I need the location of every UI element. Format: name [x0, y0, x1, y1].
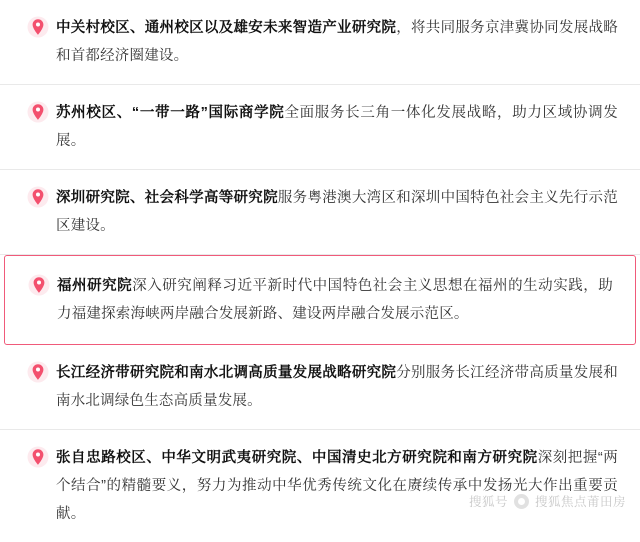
location-pin-icon [28, 274, 50, 300]
list-item-highlighted[interactable] [4, 255, 636, 345]
list-item[interactable] [0, 430, 640, 542]
item-bold-lead: 长江经济带研究院和南水北调高质量发展战略研究院 [56, 365, 397, 381]
list-item[interactable] [0, 345, 640, 430]
location-pin-icon-wrap [20, 444, 56, 472]
item-text [56, 444, 618, 528]
location-pin-icon-wrap [20, 99, 56, 127]
watermark [469, 492, 626, 510]
location-pin-icon [27, 101, 49, 127]
location-pin-icon-wrap [21, 272, 57, 300]
location-pin-icon [27, 361, 49, 387]
watermark-left-text: 搜狐号 [468, 495, 508, 509]
item-rest: 深入研究阐释习近平新时代中国特色社会主义思想在福州的生动实践，助力福建探索海峡两岸融合发展新路、建设两岸融合发展示范区。 [57, 278, 613, 322]
item-rest: 全面服务长三角一体化发展战略，助力区域协调发展。 [56, 105, 618, 149]
location-pin-icon-wrap [20, 359, 56, 387]
item-text [56, 184, 618, 240]
location-pin-icon [27, 446, 49, 472]
item-text [56, 14, 618, 70]
item-bold-lead: 张自忠路校区、中华文明武夷研究院、中国清史北方研究院和南方研究院 [56, 450, 538, 466]
location-pin-icon-wrap [20, 184, 56, 212]
item-rest: 深刻把握“两个结合”的精髓要义，努力为推动中华优秀传统文化在赓续传承中发扬光大作出重要贡献。 [56, 450, 618, 522]
item-rest: 服务粤港澳大湾区和深圳中国特色社会主义先行示范区建设。 [56, 190, 618, 234]
item-rest: 分别服务长江经济带高质量发展和南水北调绿色生态高质量发展。 [56, 365, 619, 409]
item-text [56, 99, 618, 155]
list-item[interactable] [0, 85, 640, 170]
item-bold-lead: 苏州校区、“一带一路”国际商学院 [56, 105, 285, 121]
item-text [57, 272, 613, 328]
list-item[interactable] [0, 170, 640, 255]
item-bold-lead: 福州研究院 [57, 278, 133, 294]
item-text [56, 359, 618, 415]
sohu-logo-icon [514, 494, 529, 509]
item-rest: ，将共同服务京津冀协同发展战略和首都经济圈建设。 [56, 20, 619, 64]
watermark-right-text: 搜狐焦点莆田房 [534, 495, 626, 509]
item-bold-lead: 中关村校区、通州校区以及雄安未来智造产业研究院 [56, 20, 397, 36]
location-pin-icon [27, 16, 49, 42]
location-pin-icon-wrap [20, 14, 56, 42]
item-bold-lead: 深圳研究院、社会科学高等研究院 [56, 190, 278, 206]
location-pin-icon [27, 186, 49, 212]
list-item[interactable] [0, 0, 640, 85]
